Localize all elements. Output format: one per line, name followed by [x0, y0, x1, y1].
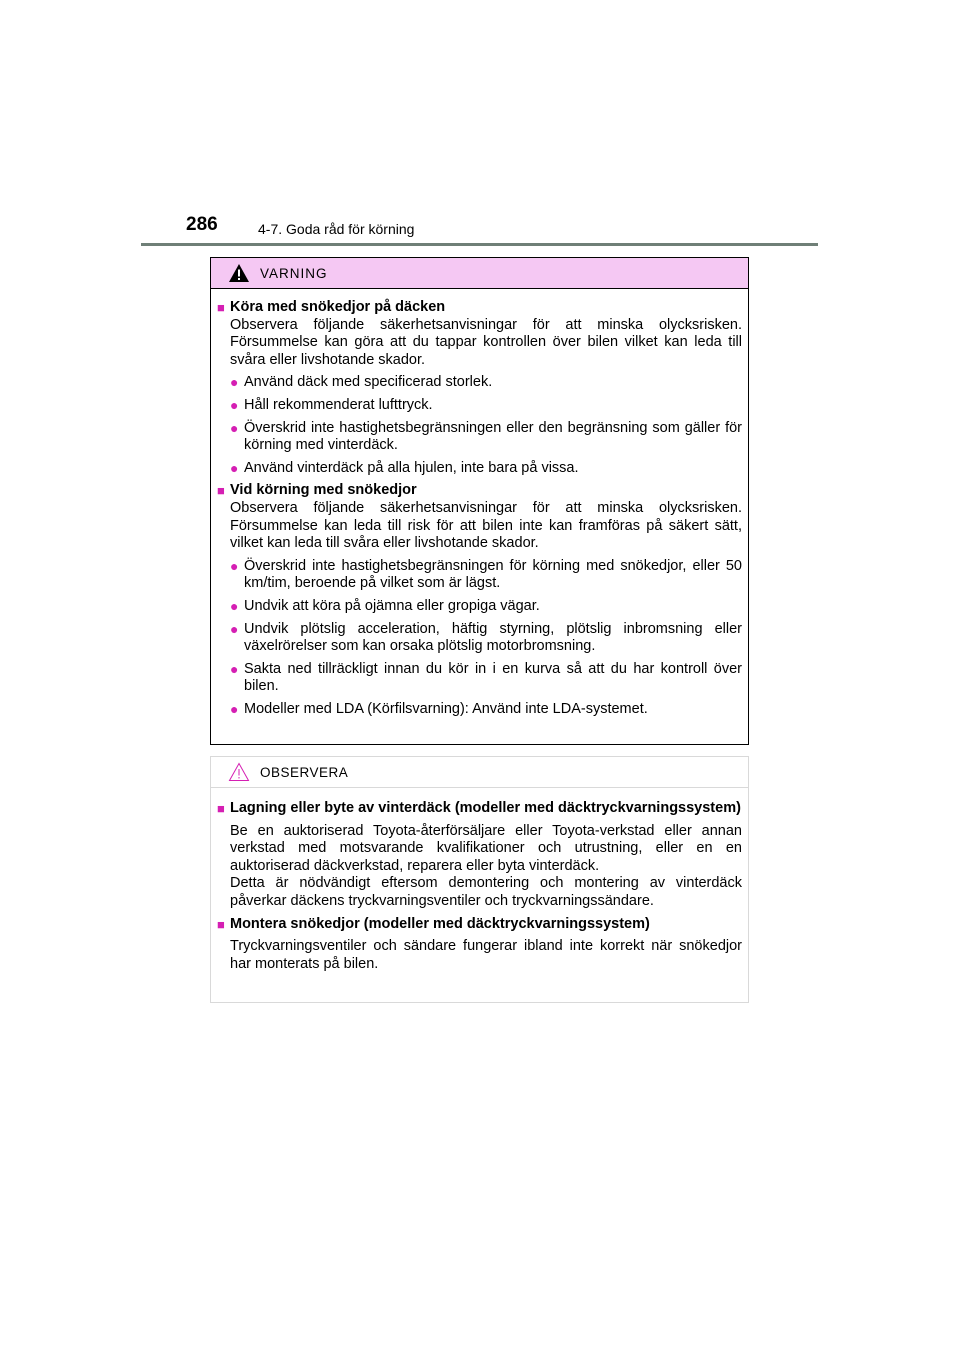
notice-item-heading: Lagning eller byte av vinterdäck (modeller med däcktryckvarningssystem)	[230, 800, 741, 816]
square-icon: ■	[217, 483, 225, 499]
notice-item-heading: Montera snökedjor (modeller med däcktryckvarningssystem)	[230, 915, 650, 932]
caution-triangle-outline-icon	[228, 762, 250, 782]
bullet-item	[217, 420, 742, 455]
warning-box	[210, 257, 749, 745]
bullet-item	[217, 460, 742, 478]
circle-bullet-icon: ●	[230, 700, 239, 717]
circle-bullet-icon: ●	[230, 597, 239, 614]
circle-bullet-icon: ●	[230, 459, 239, 476]
bullet-text: Använd vinterdäck på alla hjulen, inte bara på vissa.	[244, 459, 579, 476]
bullet-text: Modeller med LDA (Körfilsvarning): Använd inte LDA-systemet.	[244, 700, 648, 717]
warning-item-text: Observera följande säkerhetsanvisningar för att minska olycksrisken. Försummelse kan leda till risk för att bilen inte kan framföras på säkert sätt, vilket kan leda till svåra eller livshotande skador.	[230, 499, 742, 552]
square-icon: ■	[217, 801, 225, 816]
header-rule	[141, 243, 818, 246]
warning-title: VARNING	[260, 265, 328, 281]
bullet-text: Undvik att köra på ojämna eller gropiga vägar.	[244, 597, 540, 614]
square-icon: ■	[217, 300, 225, 315]
notice-item	[217, 916, 742, 934]
bullet-item	[217, 621, 742, 656]
notice-item-text: Be en auktoriserad Toyota-återförsäljare eller Toyota-verkstad eller annan verkstad med motsvarande kvalifikationer och utrustning, eller en en auktoriserad däckverkstad, reparera eller byta vinterdäck.	[230, 822, 742, 874]
bullet-text: Håll rekommenderat lufttryck.	[244, 396, 433, 413]
warning-item	[217, 299, 742, 317]
warning-item-heading: Vid körning med snökedjor	[230, 482, 417, 499]
notice-title: OBSERVERA	[260, 764, 349, 780]
notice-item-text: Tryckvarningsventiler och sändare fungerar ibland inte korrekt när snökedjor har monterats på bilen.	[230, 938, 742, 972]
bullet-item	[217, 397, 742, 415]
square-icon: ■	[217, 916, 225, 932]
warning-item-text: Observera följande säkerhetsanvisningar för att minska olycksrisken. Försummelse kan göra att du tappar kontrollen över bilen vilket kan leda till svåra eller livshotande skador.	[230, 316, 742, 368]
warning-header	[211, 258, 748, 289]
circle-bullet-icon: ●	[230, 557, 239, 574]
bullet-item	[217, 701, 742, 719]
warning-item	[217, 482, 742, 500]
notice-item	[217, 800, 742, 818]
bullet-text: Sakta ned tillräckligt innan du kör in i en kurva så att du har kontroll över bilen.	[244, 660, 742, 695]
section-title: 4-7. Goda råd för körning	[258, 221, 415, 237]
bullet-item	[217, 598, 742, 616]
circle-bullet-icon: ●	[230, 396, 239, 413]
warning-triangle-icon	[228, 263, 250, 283]
page-number: 286	[186, 214, 218, 235]
circle-bullet-icon: ●	[230, 660, 239, 677]
bullet-text: Överskrid inte hastighetsbegränsningen för körning med snökedjor, eller 50 km/tim, beroende på vilket som är lägst.	[244, 557, 742, 592]
circle-bullet-icon: ●	[230, 419, 239, 436]
bullet-text: Undvik plötslig acceleration, häftig styrning, plötslig inbromsning eller växelrörelser som kan orsaka plötslig motorbromsning.	[244, 620, 742, 655]
bullet-text: Använd däck med specificerad storlek.	[244, 374, 493, 391]
notice-item-text: Detta är nödvändigt eftersom demontering och montering av vinterdäck påverkar däckens tryckvarningsventiler och tryckvarningssändare.	[230, 875, 742, 909]
bullet-item	[217, 374, 742, 392]
notice-box	[210, 756, 749, 1003]
bullet-item	[217, 661, 742, 696]
bullet-text: Överskrid inte hastighetsbegränsningen eller den begränsning som gäller för körning med vinterdäck.	[244, 419, 742, 454]
notice-header	[211, 757, 748, 788]
circle-bullet-icon: ●	[230, 374, 239, 391]
circle-bullet-icon: ●	[230, 620, 239, 637]
bullet-item	[217, 558, 742, 593]
warning-item-heading: Köra med snökedjor på däcken	[230, 299, 446, 315]
